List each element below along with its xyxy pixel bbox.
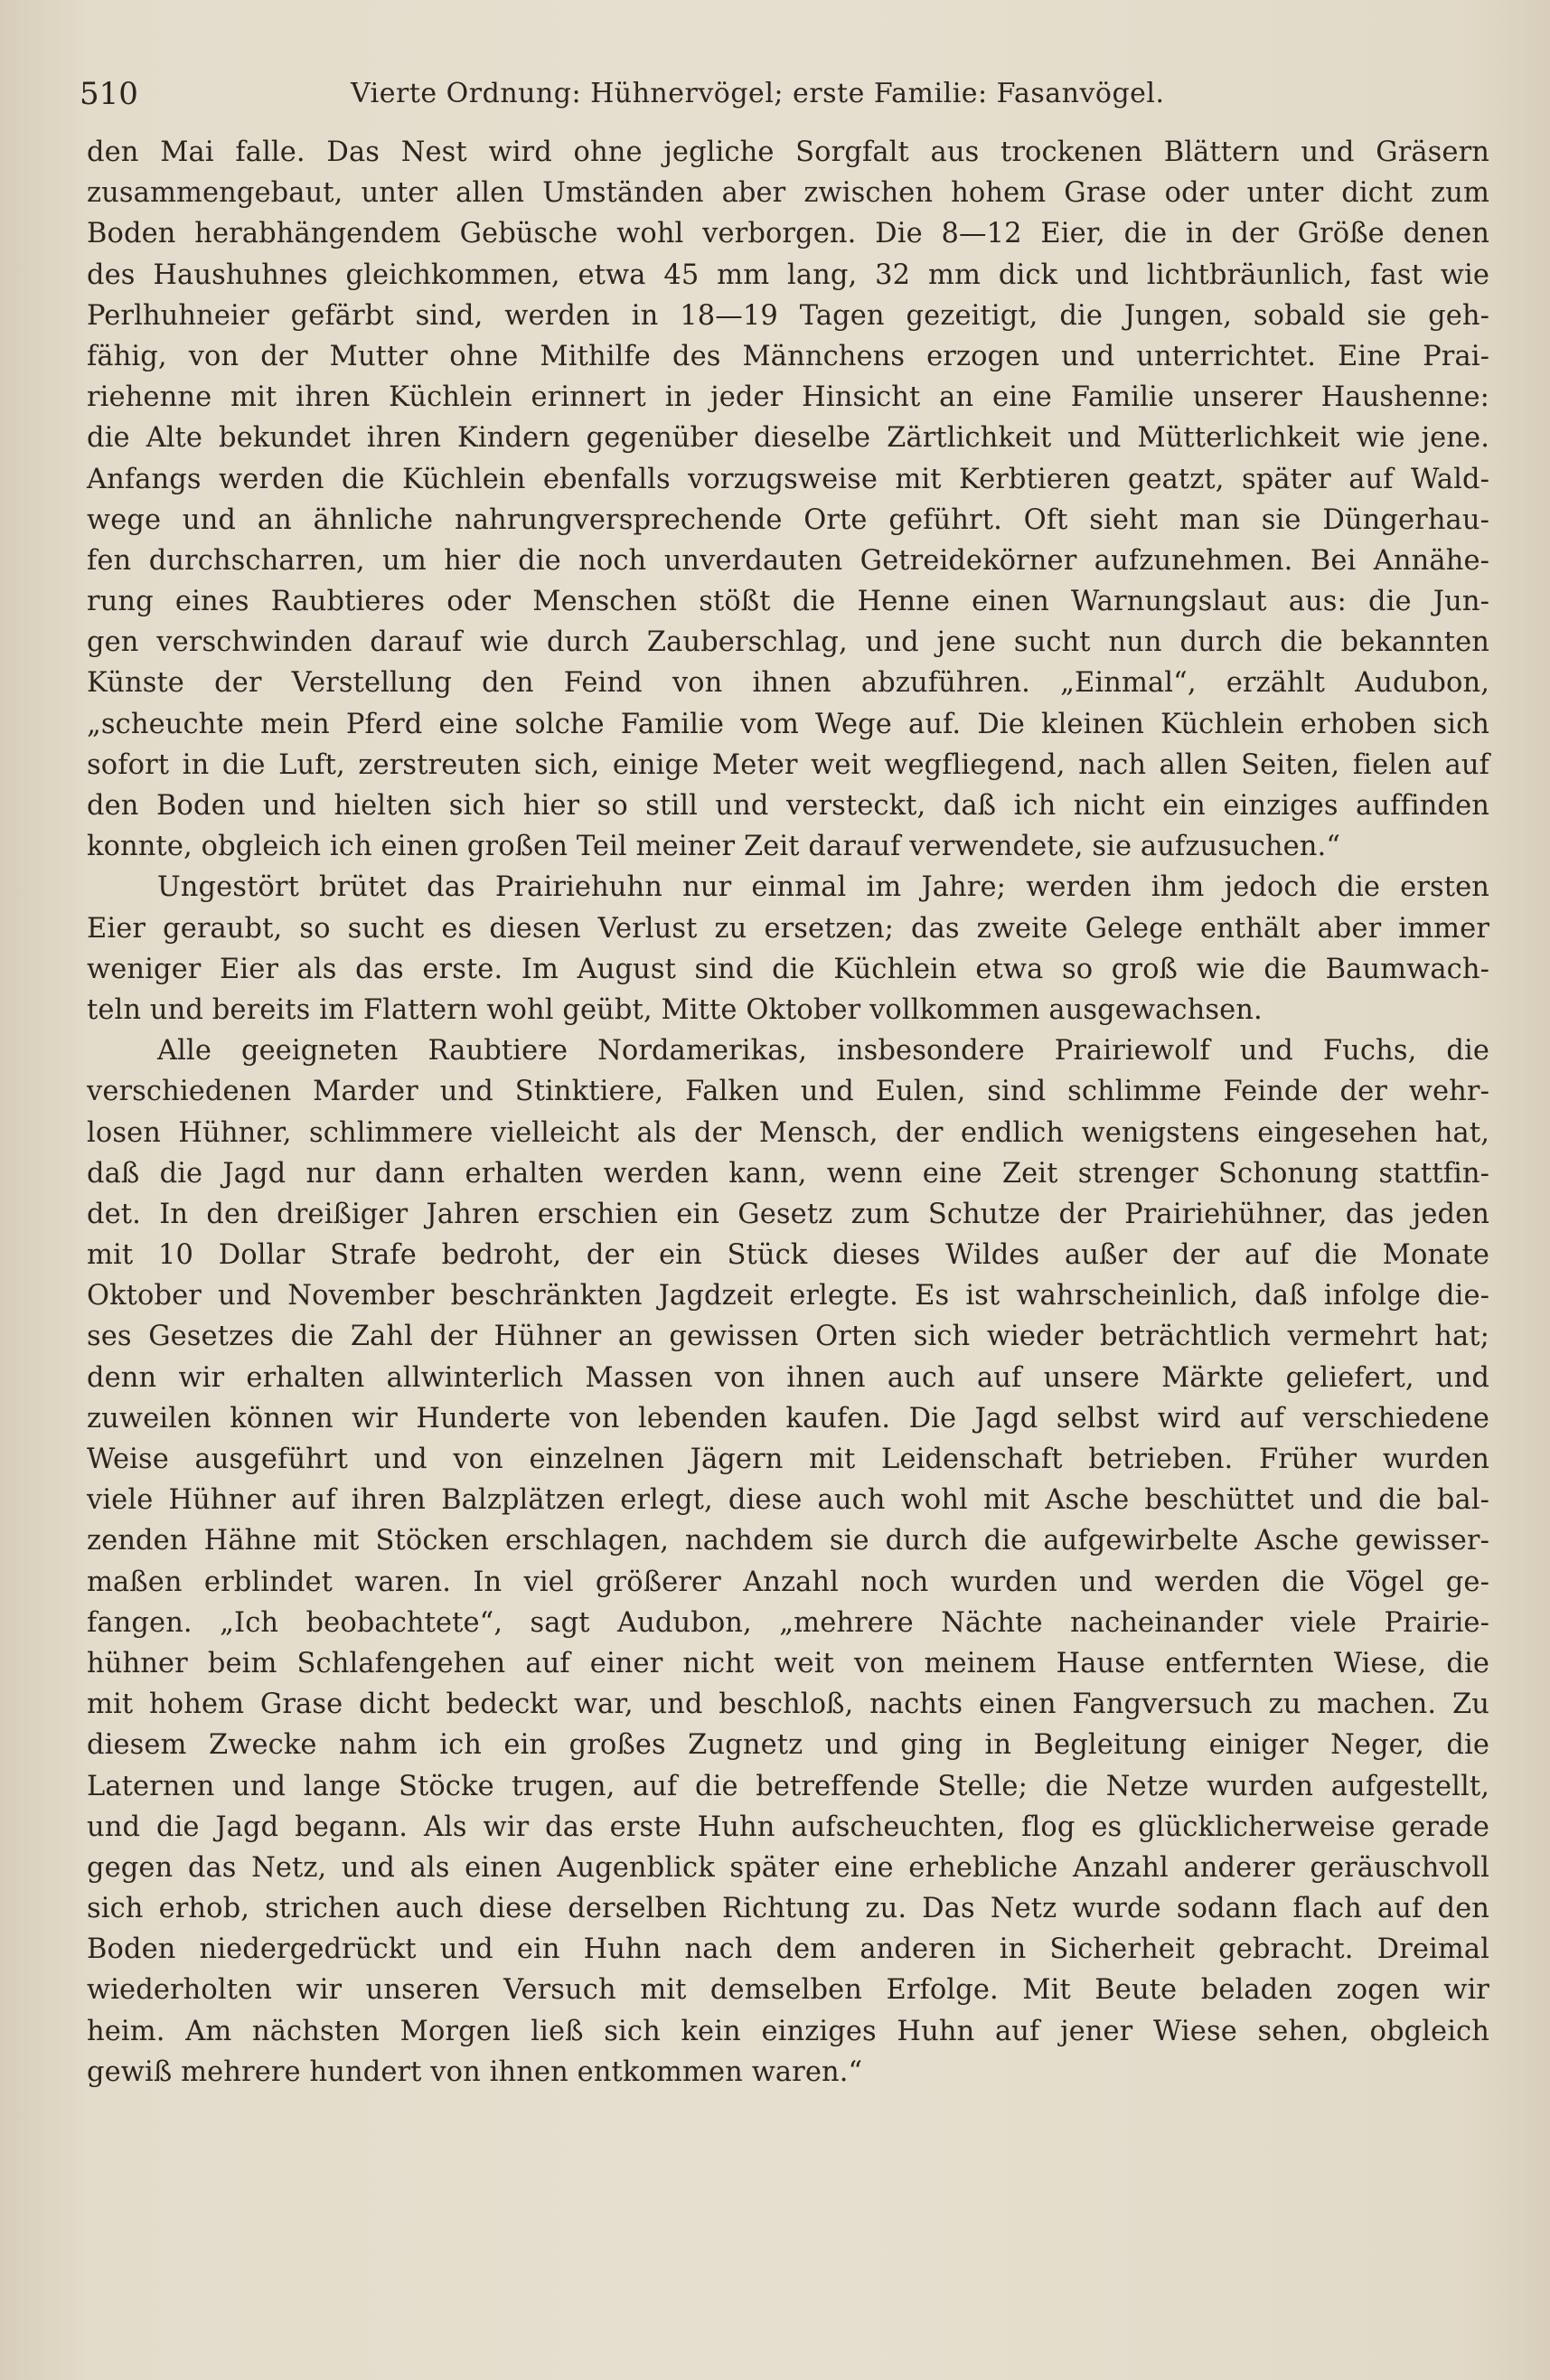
text-line: des Haushuhnes gleichkommen, etwa 45 mm lang, 32 mm dick und lichtbräunlich, fast wie bbox=[87, 259, 1489, 291]
text-line: zenden Hähne mit Stöcken erschlagen, nachdem sie durch die aufgewirbelte Asche gewisser- bbox=[87, 1525, 1489, 1557]
text-line: Perlhuhneier gefärbt sind, werden in 18—19 Tagen gezeitigt, die Jungen, sobald sie geh- bbox=[87, 299, 1489, 332]
text-line: fähig, von der Mutter ohne Mithilfe des Männchens erzogen und unterrichtet. Eine Prai- bbox=[87, 340, 1489, 372]
text-line: riehenne mit ihren Küchlein erinnert in jeder Hinsicht an eine Familie unserer Haushenne: bbox=[87, 381, 1489, 414]
text-line: denn wir erhalten allwinterlich Massen von ihnen auch auf unsere Märkte geliefert, und bbox=[87, 1361, 1489, 1394]
text-line: den Boden und hielten sich hier so still und versteckt, daß ich nicht ein einziges auffinden bbox=[87, 790, 1489, 822]
text-line: wege und an ähnliche nahrungversprechende Orte geführt. Oft sieht man sie Düngerhau- bbox=[87, 503, 1489, 536]
text-line: heim. Am nächsten Morgen ließ sich kein einziges Huhn auf jener Wiese sehen, obgleich bbox=[87, 2015, 1489, 2047]
text-line: ses Gesetzes die Zahl der Hühner an gewissen Orten sich wieder beträchtlich vermehrt hat; bbox=[87, 1321, 1489, 1353]
text-line: Anfangs werden die Küchlein ebenfalls vorzugsweise mit Kerbtieren geatzt, später auf Wald- bbox=[87, 463, 1489, 495]
text-line: Alle geeigneten Raubtiere Nordamerikas, insbesondere Prairiewolf und Fuchs, die bbox=[157, 1035, 1489, 1068]
text-line: sich erhob, strichen auch diese derselben Richtung zu. Das Netz wurde sodann flach auf den bbox=[87, 1893, 1489, 1925]
text-line: losen Hühner, schlimmere vielleicht als der Mensch, der endlich wenigstens eingesehen hat, bbox=[87, 1116, 1489, 1149]
text-line: weniger Eier als das erste. Im August sind die Küchlein etwa so groß wie die Baumwach- bbox=[87, 953, 1489, 985]
text-line: verschiedenen Marder und Stinktiere, Falken und Eulen, sind schlimme Feinde der wehr- bbox=[87, 1076, 1489, 1108]
text-line: wiederholten wir unseren Versuch mit demselben Erfolge. Mit Beute beladen zogen wir bbox=[87, 1974, 1489, 2007]
text-line: daß die Jagd nur dann erhalten werden kann, wenn eine Zeit strenger Schonung stattfin- bbox=[87, 1157, 1489, 1190]
text-line: rung eines Raubtieres oder Menschen stößt die Henne einen Warnungslaut aus: die Jun- bbox=[87, 586, 1489, 618]
text-line: konnte, obgleich ich einen großen Teil meiner Zeit darauf verwendete, sie aufzusuchen.“ bbox=[87, 831, 1341, 863]
text-line: Oktober und November beschränkten Jagdzeit erlegte. Es ist wahrscheinlich, daß infolge die- bbox=[87, 1280, 1489, 1312]
text-line: Ungestört brütet das Prairiehuhn nur einmal im Jahre; werden ihm jedoch die ersten bbox=[157, 871, 1489, 904]
body-text bbox=[87, 132, 1489, 2093]
text-line: gewiß mehrere hundert von ihnen entkommen waren.“ bbox=[87, 2055, 863, 2088]
text-line: maßen erblindet waren. In viel größerer Anzahl noch wurden und werden die Vögel ge- bbox=[87, 1566, 1489, 1598]
text-line: diesem Zwecke nahm ich ein großes Zugnetz und ging in Begleitung einiger Neger, die bbox=[87, 1729, 1489, 1762]
paragraph bbox=[87, 867, 1489, 1030]
text-line: zusammengebaut, unter allen Umständen aber zwischen hohem Grase oder unter dicht zum bbox=[87, 177, 1489, 210]
paragraph bbox=[87, 132, 1489, 867]
text-line: mit 10 Dollar Strafe bedroht, der ein Stück dieses Wildes außer der auf die Monate bbox=[87, 1239, 1489, 1272]
text-line: Laternen und lange Stöcke trugen, auf die betreffende Stelle; die Netze wurden aufgestellt, bbox=[87, 1770, 1489, 1802]
text-line: sofort in die Luft, zerstreuten sich, einige Meter weit wegfliegend, nach allen Seiten, fielen auf bbox=[87, 748, 1489, 781]
paragraph bbox=[87, 1030, 1489, 2093]
text-line: gegen das Netz, und als einen Augenblick später eine erhebliche Anzahl anderer geräuschvoll bbox=[87, 1851, 1489, 1884]
text-line: mit hohem Grase dicht bedeckt war, und beschloß, nachts einen Fangversuch zu machen. Zu bbox=[87, 1689, 1489, 1721]
text-line: Boden herabhängendem Gebüsche wohl verborgen. Die 8—12 Eier, die in der Größe denen bbox=[87, 218, 1489, 250]
text-line: fangen. „Ich beobachtete“, sagt Audubon, „mehrere Nächte nacheinander viele Prairie- bbox=[87, 1606, 1489, 1639]
running-head bbox=[80, 71, 1489, 118]
text-line: Boden niedergedrückt und ein Huhn nach dem anderen in Sicherheit gebracht. Dreimal bbox=[87, 1933, 1489, 1966]
text-line: und die Jagd begann. Als wir das erste Huhn aufscheuchten, flog es glücklicherweise gerade bbox=[87, 1811, 1489, 1843]
text-line: viele Hühner auf ihren Balzplätzen erlegt, diese auch wohl mit Asche beschüttet und die bal- bbox=[87, 1484, 1489, 1517]
text-line: fen durchscharren, um hier die noch unverdauten Getreidekörner aufzunehmen. Bei Annähe- bbox=[87, 544, 1489, 577]
text-line: den Mai falle. Das Nest wird ohne jegliche Sorgfalt aus trockenen Blättern und Gräsern bbox=[87, 136, 1489, 168]
text-line: zuweilen können wir Hunderte von lebenden kaufen. Die Jagd selbst wird auf verschiedene bbox=[87, 1402, 1489, 1435]
text-line: hühner beim Schlafengehen auf einer nicht weit von meinem Hause entfernten Wiese, die bbox=[87, 1647, 1489, 1679]
page-number: 510 bbox=[80, 76, 138, 112]
text-line: Künste der Verstellung den Feind von ihnen abzuführen. „Einmal“, erzählt Audubon, bbox=[87, 667, 1489, 700]
text-line: teln und bereits im Flattern wohl geübt, Mitte Oktober vollkommen ausgewachsen. bbox=[87, 993, 1263, 1026]
running-title: Vierte Ordnung: Hühnervögel; erste Familie: Fasanvögel. bbox=[351, 78, 1165, 109]
text-line: Weise ausgeführt und von einzelnen Jägern mit Leidenschaft betrieben. Früher wurden bbox=[87, 1444, 1489, 1475]
text-line: gen verschwinden darauf wie durch Zauberschlag, und jene sucht nun durch die bekannten bbox=[87, 626, 1489, 659]
text-line: die Alte bekundet ihren Kindern gegenüber dieselbe Zärtlichkeit und Mütterlichkeit wie jene. bbox=[87, 422, 1489, 455]
text-line: „scheuchte mein Pferd eine solche Familie vom Wege auf. Die kleinen Küchlein erhoben sich bbox=[87, 708, 1489, 740]
text-line: Eier geraubt, so sucht es diesen Verlust zu ersetzen; das zweite Gelege enthält aber immer bbox=[87, 912, 1489, 945]
text-line: det. In den dreißiger Jahren erschien ein Gesetz zum Schutze der Prairiehühner, das jeden bbox=[87, 1198, 1489, 1230]
